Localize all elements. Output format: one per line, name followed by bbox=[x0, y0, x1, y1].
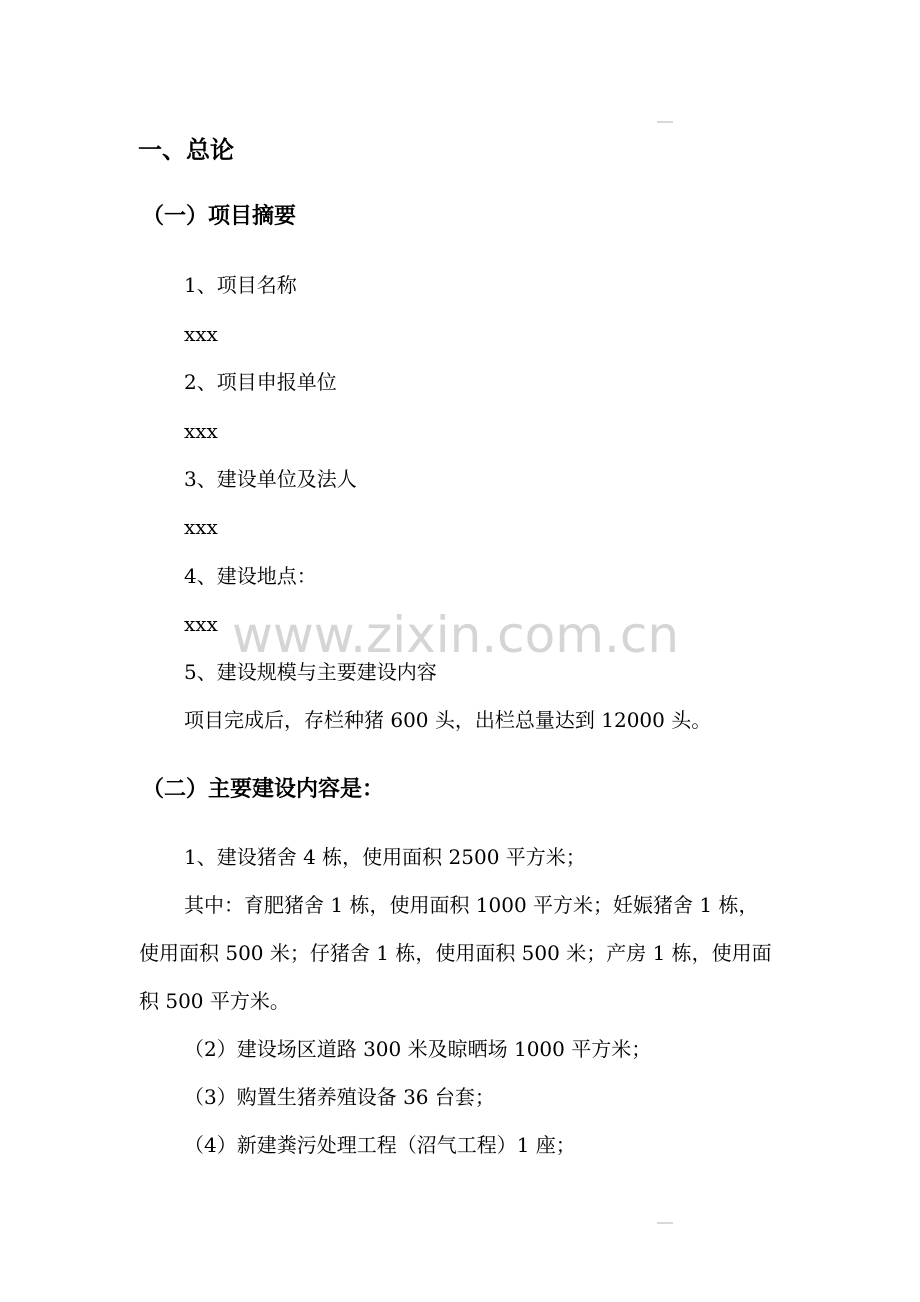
scale-label: 5、建设规模与主要建设内容 bbox=[184, 660, 437, 684]
applicant-value: xxx bbox=[184, 419, 218, 443]
content-item-2: （2）建设场区道路 300 米及晾晒场 1000 平方米； bbox=[184, 1037, 652, 1061]
builder-value: xxx bbox=[184, 515, 218, 539]
watermark: www.zixin.com.cn bbox=[232, 606, 680, 664]
content-paragraph-line-3: 积 500 平方米。 bbox=[139, 989, 290, 1013]
section-heading-content: （二）主要建设内容是： bbox=[142, 777, 385, 802]
chapter-heading: 一、总论 bbox=[138, 136, 234, 164]
applicant-label: 2、项目申报单位 bbox=[184, 370, 337, 394]
scale-text: 项目完成后，存栏种猪 600 头，出栏总量达到 12000 头。 bbox=[184, 708, 712, 732]
content-paragraph-line-1: 其中：育肥猪舍 1 栋，使用面积 1000 平方米；妊娠猪舍 1 栋， bbox=[184, 893, 759, 917]
project-name-label: 1、项目名称 bbox=[184, 273, 297, 297]
content-item-3: （3）购置生猪养殖设备 36 台套； bbox=[184, 1085, 495, 1109]
content-paragraph-line-2: 使用面积 500 米；仔猪舍 1 栋，使用面积 500 米；产房 1 栋，使用面 bbox=[139, 941, 772, 965]
footer-mark bbox=[657, 1222, 673, 1224]
project-name-value: xxx bbox=[184, 322, 218, 346]
location-label: 4、建设地点： bbox=[184, 564, 317, 588]
builder-label: 3、建设单位及法人 bbox=[184, 467, 357, 491]
location-value: xxx bbox=[184, 612, 218, 636]
section-heading-summary: （一）项目摘要 bbox=[142, 204, 297, 229]
content-item-4: （4）新建粪污处理工程（沼气工程）1 座； bbox=[184, 1133, 576, 1157]
header-mark bbox=[657, 121, 673, 123]
content-item-1: 1、建设猪舍 4 栋，使用面积 2500 平方米； bbox=[184, 845, 586, 869]
